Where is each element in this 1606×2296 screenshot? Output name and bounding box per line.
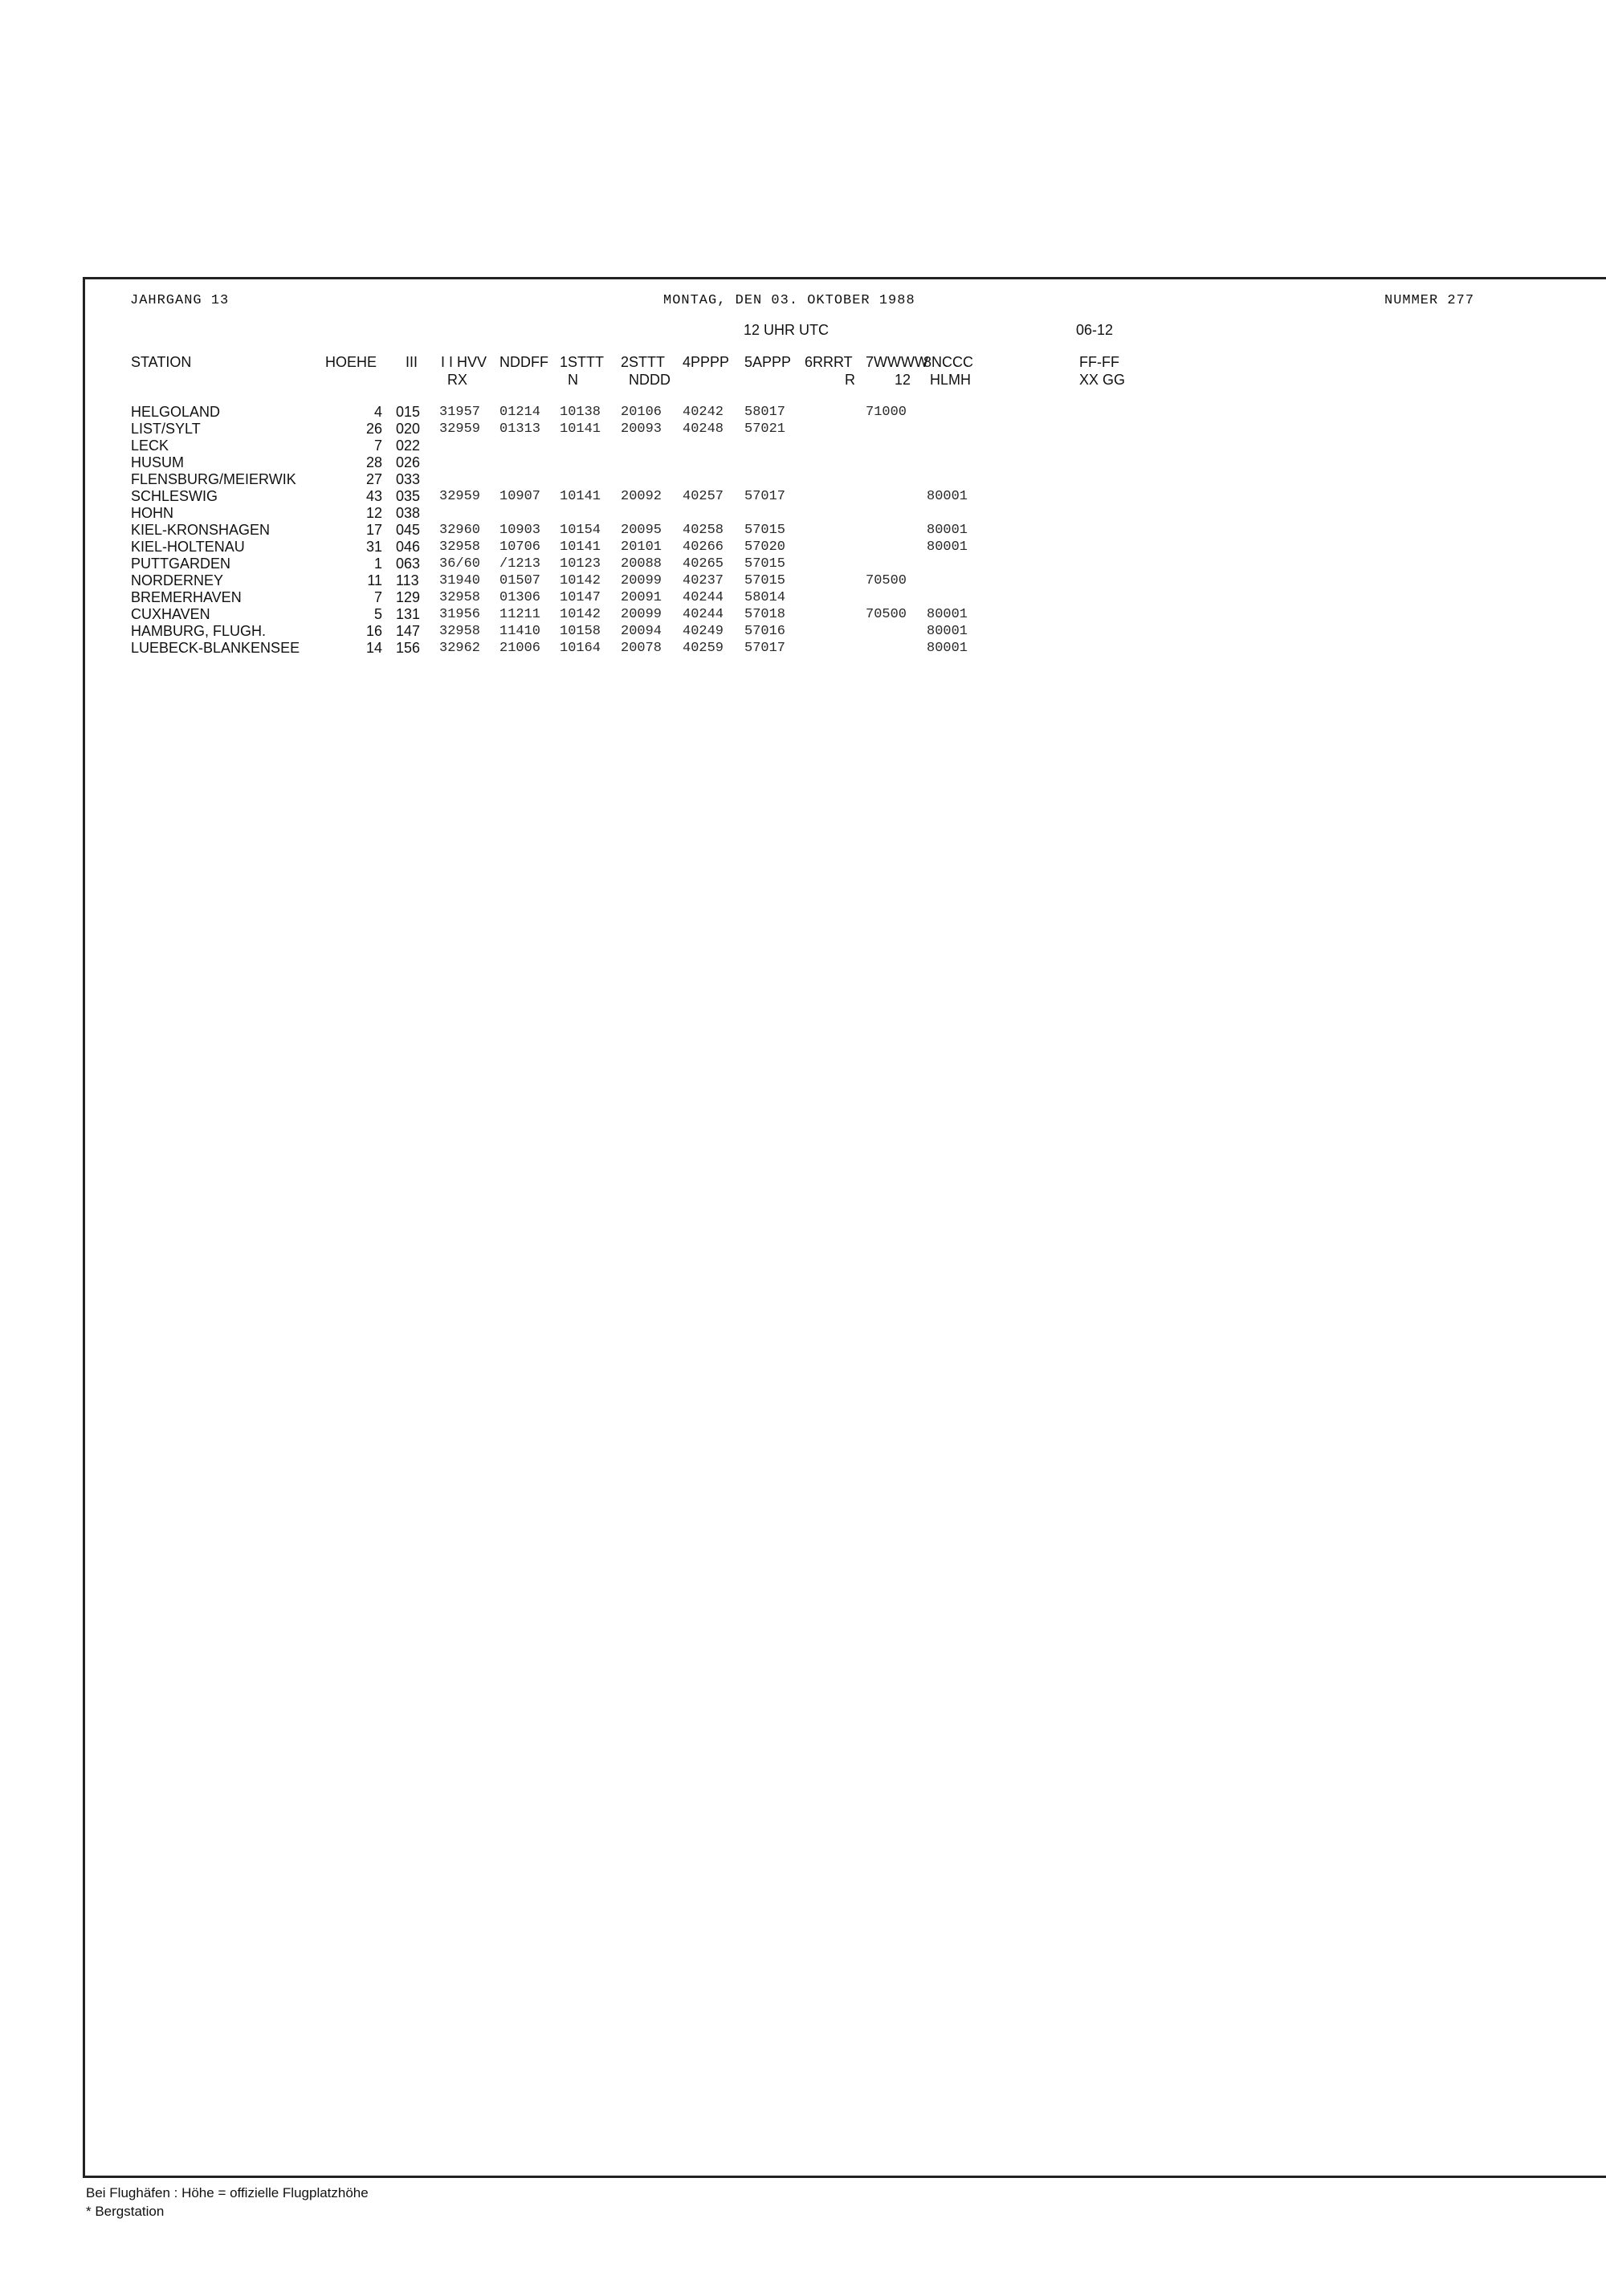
table-row [0, 505, 1606, 522]
table-row [0, 488, 1606, 505]
table-row [0, 438, 1606, 454]
elevation: 11 [367, 572, 382, 588]
elevation: 1 [373, 556, 382, 572]
group-1sttt: 10147 [560, 590, 601, 605]
group-4pppp: 40258 [683, 523, 724, 538]
group-nddff: 11410 [499, 624, 541, 639]
station-name: HUSUM [131, 454, 184, 470]
group-7wwww: 71000 [866, 405, 907, 420]
table-row [0, 522, 1606, 539]
table-row [0, 606, 1606, 623]
table-row [0, 539, 1606, 556]
station-name: FLENSBURG/MEIERWIK [131, 471, 296, 487]
station-id: 035 [396, 488, 421, 504]
station-name: SCHLESWIG [131, 488, 218, 504]
group-1sttt: 10158 [560, 624, 601, 639]
group-nddff: 01214 [499, 405, 541, 420]
jahrgang: JAHRGANG 13 [130, 293, 230, 308]
table-row [0, 623, 1606, 640]
station-id: 020 [396, 421, 421, 437]
station-name: KIEL-HOLTENAU [131, 539, 245, 555]
group-4pppp: 40257 [683, 489, 724, 504]
group-8nccc: 80001 [927, 607, 968, 622]
group-4pppp: 40259 [683, 641, 724, 656]
table-row [0, 471, 1606, 488]
group-4pppp: 40265 [683, 556, 724, 572]
group-1sttt: 10141 [560, 421, 601, 437]
col-c7: 7WWWW 12 [866, 354, 928, 388]
station-id: 022 [396, 438, 421, 454]
group-iihvv: 31957 [439, 405, 481, 420]
group-2sttt: 20095 [621, 523, 662, 538]
col-c3: 2STTT NDDD [621, 354, 671, 388]
table-row [0, 421, 1606, 438]
group-2sttt: 20093 [621, 421, 662, 437]
group-2sttt: 20101 [621, 539, 662, 555]
group-5appp: 57015 [744, 556, 786, 572]
group-8nccc: 80001 [927, 641, 968, 656]
group-4pppp: 40266 [683, 539, 724, 555]
group-8nccc: 80001 [927, 489, 968, 504]
station-table [0, 404, 1606, 674]
elevation: 26 [365, 421, 382, 437]
table-row [0, 404, 1606, 421]
group-5appp: 57017 [744, 641, 786, 656]
utc-heading: 12 UHR UTC [744, 322, 829, 338]
group-7wwww: 70500 [866, 607, 907, 622]
elevation: 5 [373, 606, 382, 622]
table-row [0, 572, 1606, 589]
group-1sttt: 10138 [560, 405, 601, 420]
footnote-mountain: * Bergstation [86, 2204, 165, 2219]
group-5appp: 57015 [744, 523, 786, 538]
col-c5: 5APPP [744, 354, 792, 370]
group-iihvv: 32958 [439, 539, 481, 555]
elevation: 43 [365, 488, 382, 504]
station-id: 129 [396, 589, 421, 605]
station-id: 015 [396, 404, 421, 420]
group-4pppp: 40248 [683, 421, 724, 437]
group-iihvv: 32958 [439, 590, 481, 605]
group-iihvv: 31956 [439, 607, 481, 622]
group-1sttt: 10154 [560, 523, 601, 538]
station-name: LECK [131, 438, 169, 454]
group-8nccc: 80001 [927, 523, 968, 538]
group-2sttt: 20078 [621, 641, 662, 656]
station-name: LIST/SYLT [131, 421, 201, 437]
group-2sttt: 20092 [621, 489, 662, 504]
elevation: 17 [365, 522, 382, 538]
col-hoehe: HOEHE [325, 354, 377, 370]
group-2sttt: 20088 [621, 556, 662, 572]
group-2sttt: 20091 [621, 590, 662, 605]
group-iihvv: 32962 [439, 641, 481, 656]
station-id: 131 [396, 606, 421, 622]
date-title: MONTAG, DEN 03. OKTOBER 1988 [663, 293, 915, 308]
group-5appp: 57021 [744, 421, 786, 437]
station-name: HELGOLAND [131, 404, 221, 420]
table-row [0, 454, 1606, 471]
station-name: PUTTGARDEN [131, 556, 231, 572]
group-4pppp: 40237 [683, 573, 724, 588]
group-5appp: 58017 [744, 405, 786, 420]
station-id: 147 [396, 623, 421, 639]
station-name: HOHN [131, 505, 173, 521]
station-name: CUXHAVEN [131, 606, 210, 622]
station-id: 045 [396, 522, 421, 538]
footnote-airport: Bei Flughäfen : Höhe = offizielle Flugplatzhöhe [86, 2185, 369, 2200]
group-iihvv: 32960 [439, 523, 481, 538]
group-nddff: 01306 [499, 590, 541, 605]
group-iihvv: 32959 [439, 421, 481, 437]
group-nddff: 21006 [499, 641, 541, 656]
col-c0: I I HVV RX [441, 354, 487, 388]
group-1sttt: 10142 [560, 607, 601, 622]
group-2sttt: 20106 [621, 405, 662, 420]
group-8nccc: 80001 [927, 539, 968, 555]
station-id: 113 [396, 572, 419, 588]
group-iihvv: 36/60 [439, 556, 481, 572]
station-id: 026 [396, 454, 421, 470]
group-8nccc: 80001 [927, 624, 968, 639]
group-5appp: 58014 [744, 590, 786, 605]
group-7wwww: 70500 [866, 573, 907, 588]
group-1sttt: 10164 [560, 641, 601, 656]
col-c4: 4PPPP [683, 354, 730, 370]
issue-number: NUMMER 277 [1384, 293, 1475, 308]
group-5appp: 57017 [744, 489, 786, 504]
station-name: BREMERHAVEN [131, 589, 242, 605]
group-nddff: 10903 [499, 523, 541, 538]
time-range: 06-12 [1076, 322, 1114, 338]
col-c9: FF-FF XX GG [1079, 354, 1126, 388]
col-iii: III [406, 354, 418, 370]
group-iihvv: 31940 [439, 573, 481, 588]
elevation: 28 [365, 454, 382, 470]
elevation: 7 [373, 438, 382, 454]
group-nddff: 01507 [499, 573, 541, 588]
elevation: 16 [365, 623, 382, 639]
table-row [0, 589, 1606, 606]
col-c6: 6RRRT R [805, 354, 855, 388]
elevation: 14 [365, 640, 382, 656]
group-nddff: 01313 [499, 421, 541, 437]
elevation: 4 [373, 404, 382, 420]
group-nddff: 10706 [499, 539, 541, 555]
group-5appp: 57018 [744, 607, 786, 622]
station-name: KIEL-KRONSHAGEN [131, 522, 271, 538]
group-1sttt: 10123 [560, 556, 601, 572]
group-4pppp: 40249 [683, 624, 724, 639]
station-id: 063 [396, 556, 421, 572]
group-2sttt: 20099 [621, 607, 662, 622]
group-4pppp: 40244 [683, 590, 724, 605]
elevation: 27 [365, 471, 382, 487]
group-nddff: 11211 [499, 607, 541, 622]
col-c2: 1STTT N [560, 354, 605, 388]
group-5appp: 57020 [744, 539, 786, 555]
col-station: STATION [131, 354, 192, 370]
group-1sttt: 10142 [560, 573, 601, 588]
station-id: 046 [396, 539, 421, 555]
station-group [0, 404, 1606, 657]
group-2sttt: 20099 [621, 573, 662, 588]
col-c8: 8NCCC HLMH [923, 354, 974, 388]
elevation: 7 [373, 589, 382, 605]
station-name: HAMBURG, FLUGH. [131, 623, 267, 639]
group-1sttt: 10141 [560, 539, 601, 555]
station-id: 033 [396, 471, 421, 487]
group-5appp: 57015 [744, 573, 786, 588]
station-id: 038 [396, 505, 421, 521]
elevation: 12 [365, 505, 382, 521]
col-c1: NDDFF [499, 354, 548, 370]
elevation: 31 [365, 539, 382, 555]
group-2sttt: 20094 [621, 624, 662, 639]
station-name: NORDERNEY [131, 572, 224, 588]
group-iihvv: 32958 [439, 624, 481, 639]
station-name: LUEBECK-BLANKENSEE [131, 640, 300, 656]
group-4pppp: 40242 [683, 405, 724, 420]
group-nddff: /1213 [499, 556, 541, 572]
group-nddff: 10907 [499, 489, 541, 504]
group-4pppp: 40244 [683, 607, 724, 622]
table-row [0, 640, 1606, 657]
group-5appp: 57016 [744, 624, 786, 639]
group-1sttt: 10141 [560, 489, 601, 504]
group-iihvv: 32959 [439, 489, 481, 504]
table-row [0, 556, 1606, 572]
station-id: 156 [396, 640, 421, 656]
